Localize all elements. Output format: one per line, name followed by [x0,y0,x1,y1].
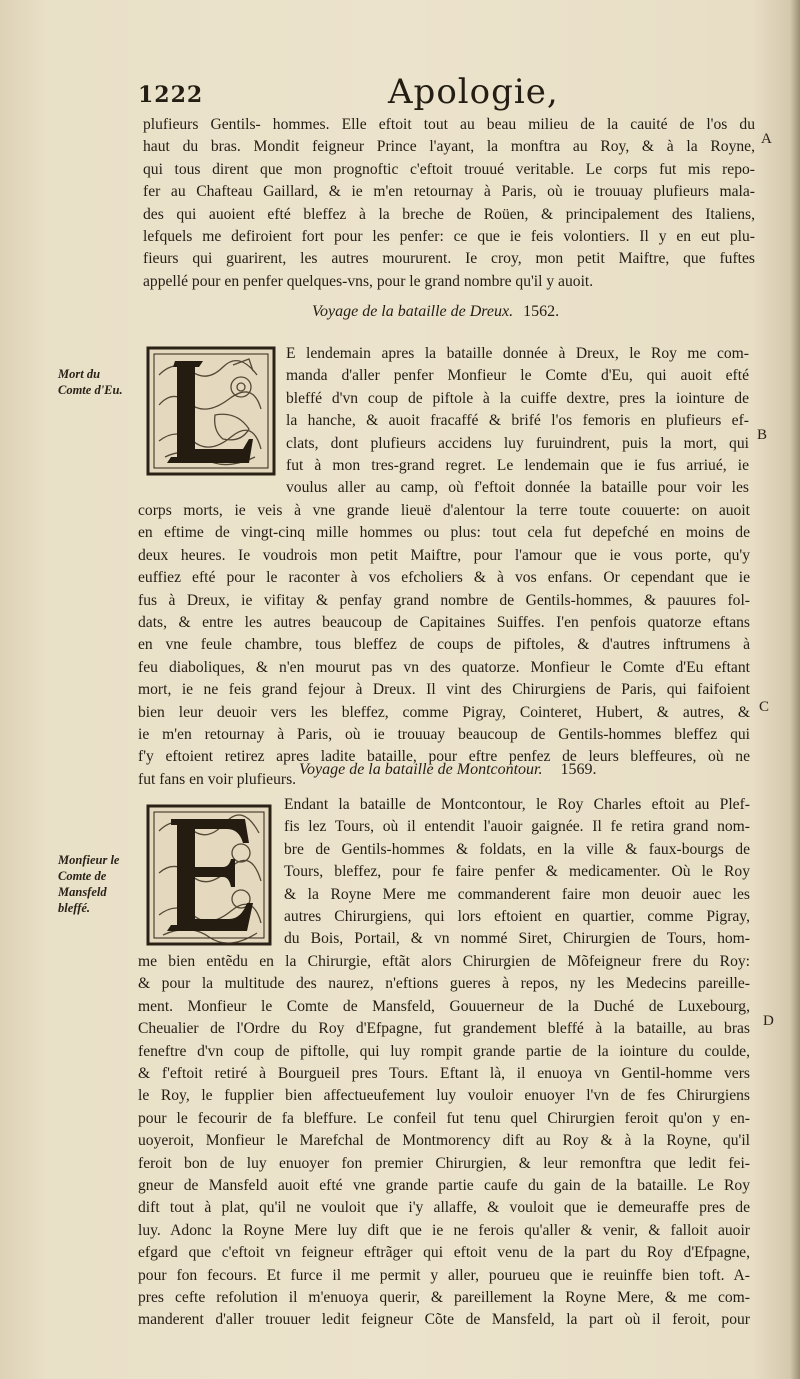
margin-letter-b: B [757,427,768,443]
heading-text: Voyage de la bataille de Montcontour. [299,761,543,778]
text-line: qui tous dirent que mon prognoftic c'eftoit trouué veritable. Le corps fut mis repo- [143,160,755,178]
section-heading-montcontour [299,761,597,779]
margin-note-line: Mort du [58,367,101,381]
text-line: manderent d'aller trouuer ledit feigneur Cõte de Mansfeld, la part où il feroit, pour [138,1311,750,1329]
margin-note-mansfeld [58,852,119,916]
text-line: efgard que c'eftoit vn feigneur eftrãger qui eftoit venu de la part du Roy d'Efpagne, [138,1244,750,1262]
text-line: lefquels me defiroient fort pour les penfer: ce que ie feis volontiers. Il y en eut plu- [143,228,755,245]
decorated-initial-e [145,803,273,947]
text-line: me bien entẽdu en la Chirurgie, eftãt alors Chirurgien de Mõfeigneur frere du Roy: [138,953,750,970]
text-line: clats, dont plufieurs accidens luy furuindrent, puis la mort, qui [286,434,749,452]
margin-letter-d: D [763,1013,774,1029]
text-line: pour fon fecours. Et furce il me permit y aller, pourueu que ie reuinffe bien toft. A- [138,1266,750,1284]
running-title: Apologie, [388,72,559,112]
text-line: le Roy, le fupplier bien affectueufement luy vouloir enuoyer l'vn de fes Chirurgiens [138,1087,750,1105]
heading-year: 1569. [560,761,597,778]
margin-note-line: Comte de [58,869,107,883]
text-line: bien leur deuoir vers les bleffez, comme Pigray, Cointeret, Hubert, & autres, & [138,703,750,721]
margin-note-comte-eu [58,366,123,398]
text-line: dats, & entre les autres beaucoup de Capitaines Suiffes. I'en penfois quatorze eftans [138,614,750,631]
text-line: & pour la multitude des naurez, n'eftions gueres à repos, ny les Medecins pareille- [138,975,750,993]
text-line: des qui auoient efté bleffez à la breche de Roüen, & principalement des Italiens, [143,205,755,223]
text-line: ie m'en retournay à Paris, où ie trouuay beaucoup de Gentils-hommes bleffez qui [138,726,750,743]
text-line: euffiez efté pour le raconter à vos efcholiers & à vos enfans. Or cependant que ie [138,569,750,587]
text-line: plufieurs Gentils- hommes. Elle eftoit tout au beau milieu de la cauité de l'os du [143,116,755,133]
text-line: deux heures. Ie voudrois mon petit Maiftre, pour l'amour que ie vous porte, qu'y [138,546,750,564]
heading-text: Voyage de la bataille de Dreux. [312,303,514,320]
text-line: bleffé d'vn coup de piftole à la cuiffe dextre, pres la iointure de [286,389,749,407]
text-line: fus à Dreux, ie vifitay & penfay grand nombre de Gentils-hommes, & pauures fol- [138,591,750,609]
text-line: luy. Adonc la Royne Mere luy dift que ie ne ferois qu'aller & venir, & falloit auoir [138,1221,750,1239]
text-line: manda d'aller penfer Monfieur le Comte d'Eu, qui auoit efté [286,367,749,385]
text-line: feroit bon de luy enuoyer fon premier Chirurgien, & leur remonftra que ledit fei- [138,1154,750,1172]
text-line: bre de Gentils-hommes & foldats, en la ville & faux-bourgs de [284,840,750,858]
text-line: Cheualier de l'Ordre du Roy d'Efpagne, fut grandement bleffé à la bataille, au bras [138,1020,750,1038]
text-line: autres Chirurgiens, qui lors eftoient en quartier, comme Pigray, [284,908,750,925]
margin-letter-c: C [759,699,770,715]
margin-note-line: Mansfeld [58,885,107,899]
text-line: fut fans en voir plufieurs. [138,770,297,788]
text-line: Endant la bataille de Montcontour, le Roy Charles eftoit au Plef- [284,796,750,813]
page-edge-shadow [790,0,800,1379]
text-line: Tours, bleffez, pour fe faire penfer & medicamenter. Où le Roy [284,863,750,881]
text-line: & f'eftoit retiré à Bourgueil pres Tours. Eftant là, il enuoya vn Gentil-homme vers [138,1065,750,1082]
text-line: f'y eftoient retirez apres ladite bataille, pour eftre penfez de leurs bleffeures, où ne [138,748,750,766]
text-line: & la Royne Mere me commanderent faire mon deuoir auec les [284,885,750,903]
text-line: feneftre d'vn coup de piftolle, qui luy rompit grande partie de la iointure du coulde, [138,1042,750,1060]
text-line: la hanche, & auoit fracaffé & brifé l'os femoris en plufieurs ef- [286,412,749,430]
margin-note-line: bleffé. [58,901,91,915]
margin-note-line: Comte d'Eu. [58,383,123,397]
text-line: dift tout à plat, qu'il ne vouloit que i'y allaffe, & vouloit que ie demeuraffe pres de [138,1199,750,1217]
heading-year: 1562. [523,303,560,320]
text-line: pres cefte refolution il m'enuoya querir, & pareillement la Royne Mere, & me com- [138,1289,750,1306]
text-line: gneur de Mansfeld auoit efté vne grande partie caufe du gain de la bataille. Le Roy [138,1177,750,1194]
text-line: fut à mon tres-grand regret. Le lendemain que ie fus arriué, ie [286,457,749,474]
text-line: fis lez Tours, où il entendit l'auoir gaignée. Il fe retira grand nom- [284,818,750,836]
text-line: mort, ie ne feis grand fejour à Dreux. Il vint des Chirurgiens de Paris, qui faifoient [138,681,750,699]
section-heading-dreux [312,303,559,321]
text-line: corps morts, ie veis à vne grande lieuë d'alentour la terre toute couuerte: on auoit [138,502,750,519]
text-line: du Bois, Portail, & vn nommé Siret, Chirurgien de Tours, hom- [284,930,750,948]
text-line: fer au Chafteau Gaillard, & ie m'en retournay à Paris, où ie trouuay plufieurs mala- [143,183,755,201]
text-line: ment. Monfieur le Comte de Mansfeld, Gouuerneur de la Duché de Luxebourg, [138,997,750,1015]
text-line: voulus aller au camp, où f'eftoit donnée la bataille pour voir les [286,479,749,497]
text-line: pour le fecourir de fa bleffure. Le confeil fut tenu quel Chirurgien feroit qu'on y en- [138,1109,750,1127]
margin-letter-a: A [761,131,772,147]
text-line: uoyeroit, Monfieur le Marefchal de Montmorency dift au Roy & à la Royne, qu'il [138,1132,750,1150]
margin-note-line: Monfieur le [58,853,120,867]
text-line: fieurs qui guarirent, les autres moururent. Ie croy, mon petit Maiftre, que fuftes [143,250,755,268]
text-line: haut du bras. Mondit feigneur Prince l'ayant, la monftra au Roy, & à la Royne, [143,138,755,156]
text-line: en vne feule chambre, tous bleffez de coups de piftoles, & d'autres inftrumens à [138,636,750,654]
decorated-initial-l [145,345,277,477]
page-number: 1222 [138,82,204,108]
text-line: feu diaboliques, & n'en mourut pas vn des quatorze. Monfieur le Comte d'Eu eftant [138,658,750,676]
text-line: en eftime de vingt-cinq mille hommes ou plus: tout cela fut depefché en moins de [138,524,750,542]
text-line: appellé pour en penfer quelques-vns, pour le grand nombre qu'il y auoit. [143,272,594,290]
text-line: E lendemain apres la bataille donnée à Dreux, le Roy me com- [286,345,749,362]
